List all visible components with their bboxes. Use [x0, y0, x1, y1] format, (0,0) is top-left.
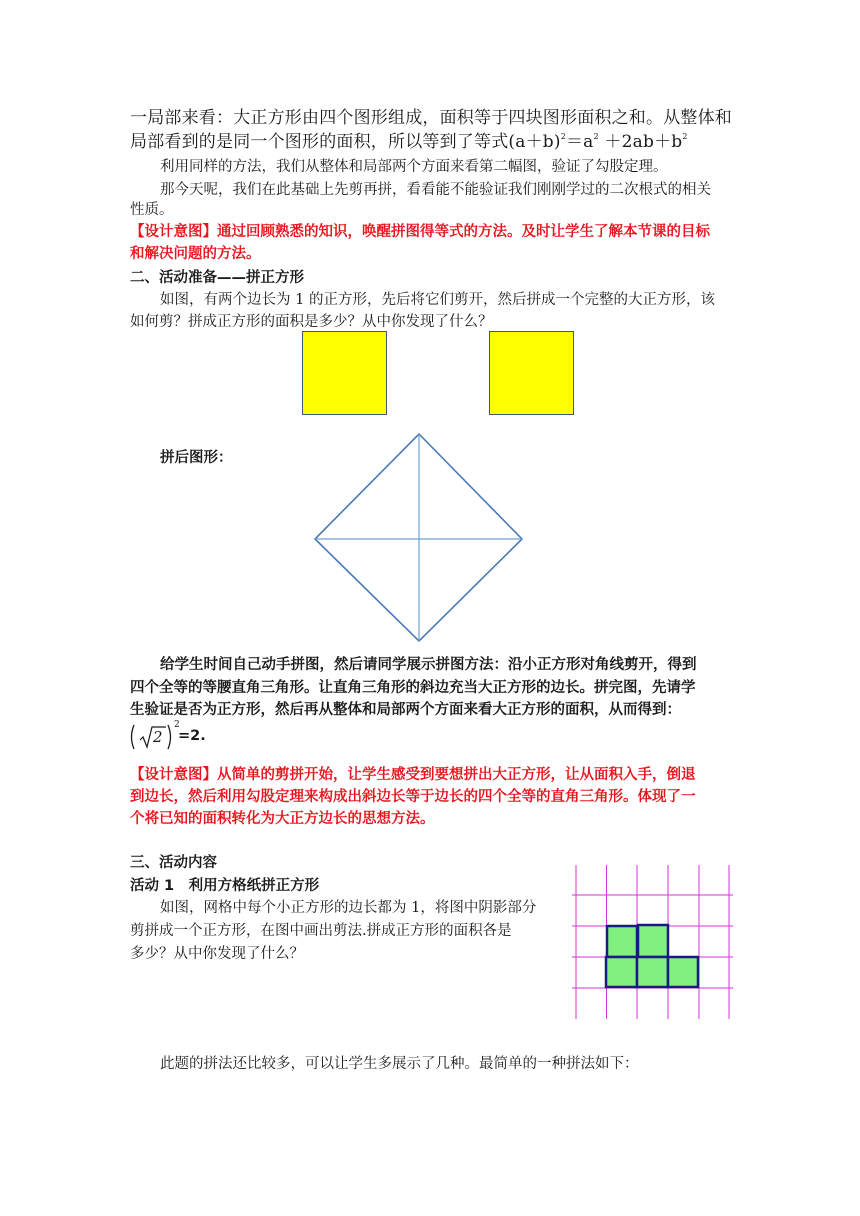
formula-exponent: 2	[174, 720, 180, 730]
activity1-text-line1: 如图，网格中每个小正方形的边长都为 1，将图中阴影部分	[160, 900, 537, 916]
para1-line2: 局部看到的是同一个图形的面积，所以等到了等式$(a+b)^2=a^2 +2ab+b^2$	[130, 132, 688, 152]
section2-text-line2: 如何剪？拼成正方形的面积是多少？从中你发现了什么？	[130, 314, 493, 330]
formula-result: =2.	[178, 728, 206, 744]
para3-line1: 那今天呢，我们在此基础上先剪再拼，看看能不能验证我们刚刚学过的二次根式的相关	[160, 182, 711, 198]
explain-line2: 四个全等的等腰直角三角形。让直角三角形的斜边充当大正方形的边长。拼完图，先请学	[130, 680, 696, 696]
shaded-cell-bottom-2	[637, 957, 668, 987]
explain-line3: 生验证是否为正方形，然后再从整体和局部两个方面来看大正方形的面积，从而得到：	[130, 702, 681, 718]
last-paragraph: 此题的拼法还比较多，可以让学生多展示了几种。最简单的一种拼法如下：	[160, 1056, 639, 1072]
shaded-cell-top-right	[638, 925, 668, 957]
shaded-region	[606, 925, 698, 987]
design-intent-2-line3: 个将已知的面积转化为大正方边长的思想方法。	[130, 811, 435, 827]
formula-radicand: 2	[153, 728, 163, 746]
section2-title: 二、活动准备——拼正方形	[130, 270, 304, 286]
design-intent-1-line2: 和解决问题的方法。	[130, 246, 261, 262]
para3-line2: 性质。	[130, 202, 174, 218]
shaded-cell-top-left	[607, 926, 637, 957]
design-intent-2-line2: 到边长，然后利用勾股定理来构成出斜边长等于边长的四个全等的直角三角形。体现了一	[130, 789, 696, 805]
shaded-cell-bottom-1	[606, 957, 637, 987]
activity1-text-line2: 剪拼成一个正方形，在图中画出剪法.拼成正方形的面积各是	[130, 923, 512, 939]
activity1-title: 活动 1 利用方格纸拼正方形	[130, 878, 320, 894]
design-intent-1-line1: 【设计意图】通过回顾熟悉的知识，唤醒拼图得等式的方法。及时让学生了解本节课的目标	[130, 224, 710, 240]
section2-text-line1: 如图，有两个边长为 1 的正方形，先后将它们剪开，然后拼成一个完整的大正方形，该	[160, 292, 715, 308]
para1-line1: 一局部来看：大正方形由四个图形组成，面积等于四块图形面积之和。从整体和	[130, 108, 732, 128]
shaded-cell-bottom-3	[668, 957, 698, 987]
activity1-text-line3: 多少？从中你发现了什么？	[130, 946, 304, 962]
section3-title: 三、活动内容	[130, 855, 217, 871]
para2: 利用同样的方法，我们从整体和局部两个方面来看第二幅图，验证了勾股定理。	[160, 159, 668, 175]
design-intent-2-line1: 【设计意图】从简单的剪拼开始，让学生感受到要想拼出大正方形，让从面积入手，倒退	[130, 767, 696, 783]
after-figure-label: 拼后图形：	[160, 450, 233, 466]
explain-line1: 给学生时间自己动手拼图，然后请同学展示拼图方法：沿小正方形对角线剪开，得到	[160, 657, 697, 673]
